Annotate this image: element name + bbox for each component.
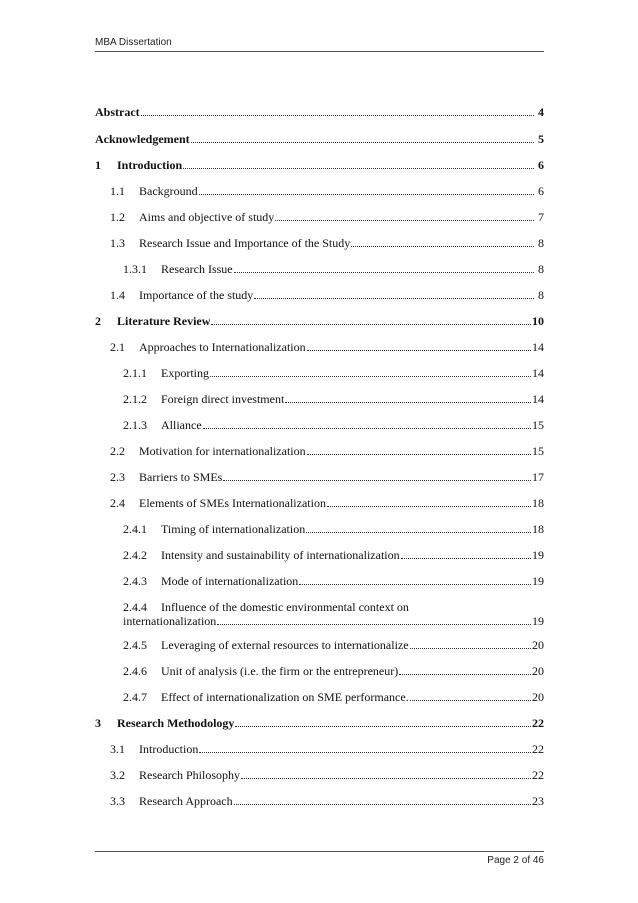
toc-entry-3-1[interactable] bbox=[0, 737, 638, 757]
toc-page: 22 bbox=[532, 768, 544, 782]
toc-page: 4 bbox=[538, 105, 544, 119]
toc-leader bbox=[410, 648, 531, 649]
toc-title: Background bbox=[139, 184, 198, 198]
toc-title: Acknowledgement bbox=[95, 132, 190, 146]
toc-entry-2-1-1[interactable] bbox=[0, 361, 638, 381]
toc-entry-3[interactable] bbox=[0, 711, 638, 731]
toc-entry-2-4-6[interactable] bbox=[0, 659, 638, 679]
toc-entry-2[interactable] bbox=[0, 309, 638, 329]
toc-number: 2.4.5 bbox=[123, 638, 147, 652]
toc-leader bbox=[234, 804, 531, 805]
toc-title: Barriers to SMEs bbox=[139, 470, 223, 484]
toc-title: Research Issue and Importance of the Study bbox=[139, 236, 351, 250]
toc-title: Research Issue bbox=[161, 262, 233, 276]
toc-leader bbox=[199, 194, 534, 195]
toc-number: 1 bbox=[95, 158, 101, 172]
toc-title: Literature Review bbox=[117, 314, 211, 328]
toc-entry-2-2[interactable] bbox=[0, 439, 638, 459]
toc-entry-2-1-2[interactable] bbox=[0, 387, 638, 407]
toc-leader bbox=[254, 298, 534, 299]
toc-page: 14 bbox=[532, 340, 544, 354]
toc-entry-2-1[interactable] bbox=[0, 335, 638, 355]
toc-number: 2.4.7 bbox=[123, 690, 147, 704]
toc-number: 1.1 bbox=[110, 184, 125, 198]
toc-entry-1-3[interactable] bbox=[0, 231, 638, 251]
toc-title: Timing of internationalization bbox=[161, 522, 306, 536]
toc-leader bbox=[223, 480, 531, 481]
toc-leader bbox=[285, 402, 531, 403]
toc-leader bbox=[199, 752, 531, 753]
toc-entry-2-4-3[interactable] bbox=[0, 569, 638, 589]
toc-number: 2.2 bbox=[110, 444, 125, 458]
toc-number: 2.1.3 bbox=[123, 418, 147, 432]
toc-number: 2.1.1 bbox=[123, 366, 147, 380]
toc-page: 7 bbox=[538, 210, 544, 224]
toc-page: 20 bbox=[532, 638, 544, 652]
toc-number: 2.4.2 bbox=[123, 548, 147, 562]
toc-leader bbox=[307, 350, 531, 351]
toc-entry-1-2[interactable] bbox=[0, 205, 638, 225]
toc-entry-1-4[interactable] bbox=[0, 283, 638, 303]
toc-page: 10 bbox=[532, 314, 544, 328]
toc-page: 18 bbox=[532, 522, 544, 536]
toc-number: 1.4 bbox=[110, 288, 125, 302]
toc-entry-1-3-1[interactable] bbox=[0, 257, 638, 277]
toc-title: Unit of analysis (i.e. the firm or the entrepreneur) bbox=[161, 664, 399, 678]
toc-entry-2-3[interactable] bbox=[0, 465, 638, 485]
toc-number: 2.1.2 bbox=[123, 392, 147, 406]
toc-page: 19 bbox=[532, 614, 544, 628]
toc-page: 17 bbox=[532, 470, 544, 484]
toc-page: 18 bbox=[532, 496, 544, 510]
running-header: MBA Dissertation bbox=[95, 37, 172, 48]
toc-title: Exporting bbox=[161, 366, 209, 380]
toc-entry-3-3[interactable] bbox=[0, 789, 638, 809]
toc-title: Introduction bbox=[139, 742, 199, 756]
toc-leader bbox=[351, 246, 534, 247]
toc-title-continued: internationalization bbox=[123, 614, 217, 628]
toc-leader bbox=[235, 726, 531, 727]
toc-title: Importance of the study bbox=[139, 288, 254, 302]
toc-leader bbox=[183, 168, 534, 169]
toc-entry-2-4-2[interactable] bbox=[0, 543, 638, 563]
toc-leader bbox=[217, 624, 531, 625]
toc-entry-2-4-4-cont[interactable] bbox=[0, 609, 638, 629]
toc-page: 22 bbox=[532, 742, 544, 756]
toc-title: Effect of internationalization on SME performance. bbox=[161, 690, 409, 704]
toc-number: 2.1 bbox=[110, 340, 125, 354]
toc-leader bbox=[234, 272, 534, 273]
toc-number: 2.4.4 bbox=[123, 600, 147, 614]
toc-leader bbox=[141, 115, 534, 116]
toc-leader bbox=[203, 428, 531, 429]
toc-number: 2.4.6 bbox=[123, 664, 147, 678]
toc-number: 3 bbox=[95, 716, 101, 730]
toc-page: 5 bbox=[538, 132, 544, 146]
toc-page: 23 bbox=[532, 794, 544, 808]
toc-page: 8 bbox=[538, 288, 544, 302]
toc-title: Motivation for internationalization bbox=[139, 444, 306, 458]
toc-entry-2-4-7[interactable] bbox=[0, 685, 638, 705]
header-rule bbox=[95, 51, 544, 52]
toc-page: 6 bbox=[538, 184, 544, 198]
toc-number: 3.2 bbox=[110, 768, 125, 782]
footer-rule bbox=[95, 851, 544, 852]
toc-title: Mode of internationalization bbox=[161, 574, 299, 588]
toc-leader bbox=[241, 778, 531, 779]
toc-number: 2 bbox=[95, 314, 101, 328]
toc-entry-1[interactable] bbox=[0, 153, 638, 173]
toc-title: Alliance bbox=[161, 418, 202, 432]
toc-entry-3-2[interactable] bbox=[0, 763, 638, 783]
toc-title: Approaches to Internationalization bbox=[139, 340, 306, 354]
toc-entry-abstract[interactable] bbox=[0, 100, 638, 120]
toc-number: 2.4.1 bbox=[123, 522, 147, 536]
toc-number: 1.2 bbox=[110, 210, 125, 224]
toc-leader bbox=[191, 142, 534, 143]
toc-leader bbox=[211, 324, 531, 325]
toc-number: 1.3 bbox=[110, 236, 125, 250]
toc-page: 20 bbox=[532, 664, 544, 678]
toc-page: 15 bbox=[532, 418, 544, 432]
page-number: Page 2 of 46 bbox=[487, 855, 544, 866]
toc-title: Abstract bbox=[95, 105, 140, 119]
toc-title: Foreign direct investment bbox=[161, 392, 285, 406]
toc-number: 1.3.1 bbox=[123, 262, 147, 276]
toc-leader bbox=[210, 376, 531, 377]
toc-number: 2.4 bbox=[110, 496, 125, 510]
toc-leader bbox=[275, 220, 534, 221]
toc-page: 14 bbox=[532, 392, 544, 406]
toc-page: 22 bbox=[532, 716, 544, 730]
toc-number: 2.3 bbox=[110, 470, 125, 484]
toc-entry-2-4-1[interactable] bbox=[0, 517, 638, 537]
toc-title: Research Approach bbox=[139, 794, 233, 808]
toc-title: Elements of SMEs Internationalization bbox=[139, 496, 326, 510]
toc-leader bbox=[401, 558, 531, 559]
toc-entry-1-1[interactable] bbox=[0, 179, 638, 199]
toc-title: Research Philosophy bbox=[139, 768, 240, 782]
toc-entry-2-4-5[interactable] bbox=[0, 633, 638, 653]
toc-title: Influence of the domestic environmental context on bbox=[161, 600, 409, 614]
toc-page: 8 bbox=[538, 262, 544, 276]
toc-page: 19 bbox=[532, 548, 544, 562]
toc-leader bbox=[399, 674, 531, 675]
toc-number: 3.1 bbox=[110, 742, 125, 756]
toc-entry-acknowledgement[interactable] bbox=[0, 127, 638, 147]
toc-leader bbox=[299, 584, 531, 585]
toc-leader bbox=[306, 532, 531, 533]
toc-title: Intensity and sustainability of internationalization bbox=[161, 548, 400, 562]
toc-entry-2-4[interactable] bbox=[0, 491, 638, 511]
toc-title: Leveraging of external resources to internationalize bbox=[161, 638, 409, 652]
toc-page: 14 bbox=[532, 366, 544, 380]
toc-entry-2-1-3[interactable] bbox=[0, 413, 638, 433]
toc-title: Introduction bbox=[117, 158, 183, 172]
toc-title: Research Methodology bbox=[117, 716, 235, 730]
toc-page: 15 bbox=[532, 444, 544, 458]
toc-title: Aims and objective of study bbox=[139, 210, 275, 224]
toc-page: 6 bbox=[538, 158, 544, 172]
toc-leader bbox=[410, 700, 531, 701]
toc-page: 19 bbox=[532, 574, 544, 588]
toc-leader bbox=[307, 454, 531, 455]
toc-number: 3.3 bbox=[110, 794, 125, 808]
toc-page: 20 bbox=[532, 690, 544, 704]
toc-number: 2.4.3 bbox=[123, 574, 147, 588]
toc-page: 8 bbox=[538, 236, 544, 250]
toc-leader bbox=[327, 506, 531, 507]
